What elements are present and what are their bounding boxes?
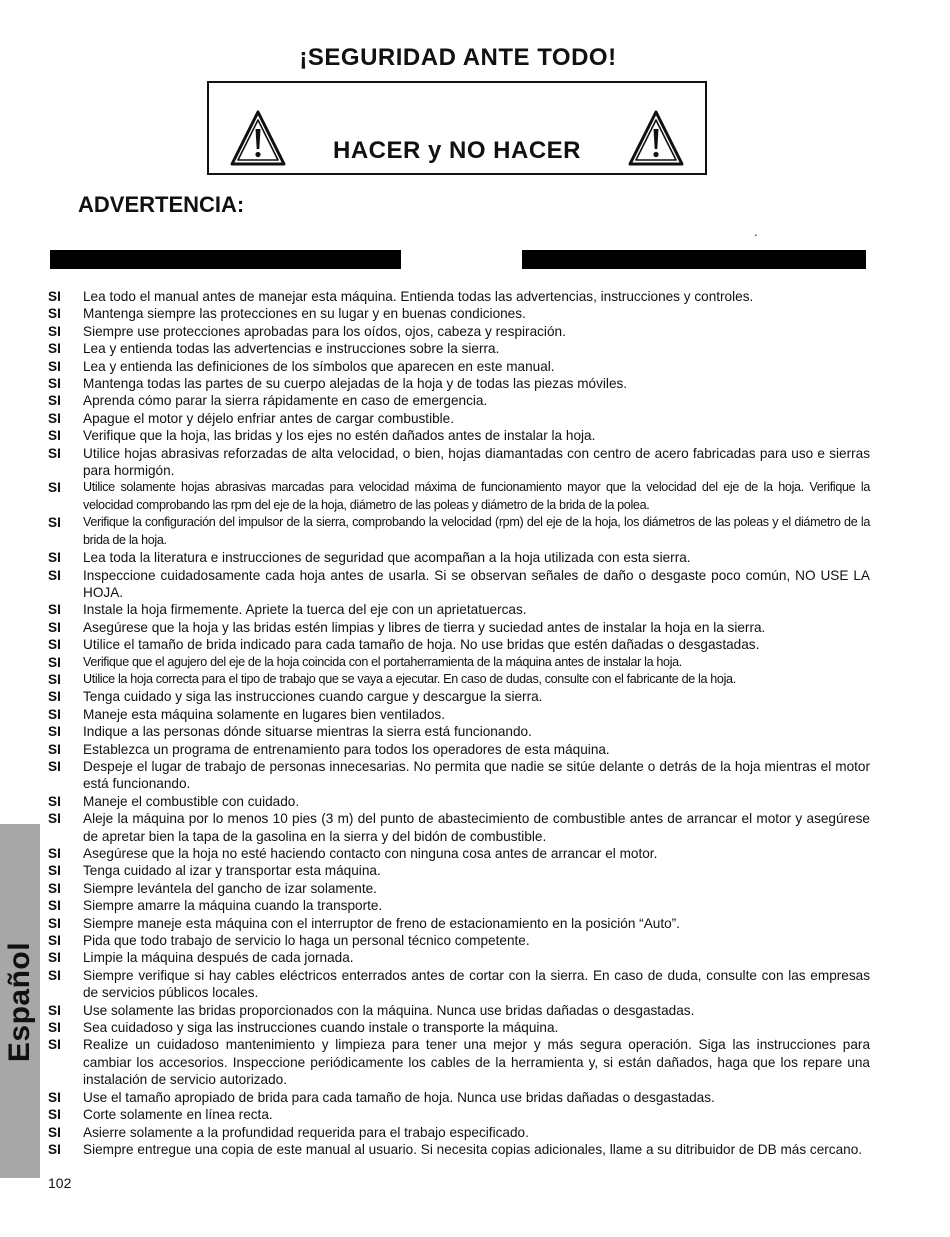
redaction-bar-right [522,250,866,269]
list-item-text: Use solamente las bridas proporcionados con la máquina. Nunca use bridas dañadas o desgastadas. [83,1002,695,1018]
list-item [48,741,870,758]
list-item [48,654,870,671]
list-item-marker: SI [48,602,61,618]
list-item-text: Lea todo el manual antes de manejar esta máquina. Entienda todas las advertencias, instrucciones y controles. [83,289,754,304]
list-item-text: Inspeccione cuidadosamente cada hoja antes de usarla. Si se observan señales de daño o desgaste poco común, NO USE LA HOJA. [83,567,870,600]
list-item-marker: SI [48,358,61,374]
list-item-marker: SI [48,1124,61,1140]
list-item [48,567,870,602]
list-item [48,375,870,392]
list-item-marker: SI [48,811,61,827]
list-item [48,810,870,845]
list-item-text: Verifique que el agujero del eje de la hoja coincida con el portaherramienta de la máquina antes de instalar la hoja. [83,654,682,669]
list-item-text: Corte solamente en línea recta. [83,1107,273,1123]
list-item-text: Lea y entienda todas las advertencias e instrucciones sobre la sierra. [83,341,500,357]
list-item [48,392,870,409]
list-item [48,1106,870,1123]
list-item-marker: SI [48,1089,61,1105]
redaction-bar-left [50,250,401,269]
list-item [48,601,870,618]
list-item-text: Siempre amarre la máquina cuando la transporte. [83,898,383,914]
list-item-text: Limpie la máquina después de cada jornada. [83,950,354,966]
list-item [48,1089,870,1106]
list-item-text: Sea cuidadoso y siga las instrucciones cuando instale o transporte la máquina. [83,1020,559,1036]
list-item-text: Asierre solamente a la profundidad requerida para el trabajo especificado. [83,1124,529,1140]
list-item-marker: SI [48,550,61,566]
list-item-text: Tenga cuidado y siga las instrucciones cuando cargue y descargue la sierra. [83,689,543,705]
list-item [48,845,870,862]
list-item [48,340,870,357]
warning-heading: ADVERTENCIA: [78,192,245,217]
list-item [48,897,870,914]
list-item-marker: SI [48,933,61,949]
list-item-marker: SI [48,480,61,496]
safety-list [48,288,870,1158]
list-item [48,758,870,793]
list-item [48,723,870,740]
list-item-marker: SI [48,376,61,392]
language-tab-label: Español [3,941,36,1063]
warning-triangle-icon [627,109,685,167]
list-item-marker: SI [48,741,61,757]
list-item-marker: SI [48,671,61,687]
list-item-text: Siempre maneje esta máquina con el interruptor de freno de estacionamiento en la posición “Auto”. [83,915,680,931]
list-item-marker: SI [48,1037,61,1053]
list-item-marker: SI [48,1002,61,1018]
list-item-text: Verifique la configuración del impulsor de la sierra, comprobando la velocidad (rpm) del eje de la hoja, los diámetros de las poleas y el diámetro de la brida de la hoja. [83,515,870,547]
list-item-text: Maneje el combustible con cuidado. [83,793,300,809]
list-item [48,706,870,723]
list-item [48,479,870,514]
list-item-marker: SI [48,393,61,409]
list-item-marker: SI [48,689,61,705]
list-item [48,880,870,897]
list-item-marker: SI [48,898,61,914]
list-item [48,549,870,566]
list-item [48,1002,870,1019]
list-item-marker: SI [48,950,61,966]
list-item-marker: SI [48,724,61,740]
list-item-marker: SI [48,289,61,304]
list-item-marker: SI [48,306,61,322]
list-item [48,427,870,444]
language-tab [0,824,40,1178]
page-number: 102 [48,1175,72,1191]
list-item-marker: SI [48,637,61,653]
list-item [48,514,870,549]
list-item-text: Siempre verifique si hay cables eléctricos enterrados antes de cortar con la sierra. En caso de duda, consulte con las empresas de servicios públicos locales. [83,967,870,1001]
list-item-text: Verifique que la hoja, las bridas y los ejes no estén dañados antes de instalar la hoja. [83,428,596,444]
list-item-text: Lea toda la literatura e instrucciones de seguridad que acompañan a la hoja utilizada con esta sierra. [83,550,691,566]
list-item-text: Utilice solamente hojas abrasivas marcadas para velocidad máxima de funcionamiento mayor que la velocidad del eje de la hoja. Verifique la velocidad comprobando las rpm del eje de la hoja, diámetro de las poleas y diámetro de la brida de la polea. [83,480,870,512]
list-item-marker: SI [48,967,61,983]
list-item-marker: SI [48,915,61,931]
list-item-text: Utilice hojas abrasivas reforzadas de alta velocidad, o bien, hojas diamantadas con centro de acero fabricadas para uso e sierras para hormigón. [83,445,870,479]
list-item-marker: SI [48,880,61,896]
list-item [48,410,870,427]
list-item [48,932,870,949]
list-item [48,967,870,1002]
list-item-marker: SI [48,567,61,583]
list-item-text: Apague el motor y déjelo enfriar antes de cargar combustible. [83,410,455,426]
list-item-text: Utilice la hoja correcta para el tipo de trabajo que se vaya a ejecutar. En caso de dudas, consulte con el fabricante de la hoja. [83,671,736,686]
list-item [48,445,870,480]
list-item-marker: SI [48,515,61,531]
list-item-text: Aleje la máquina por lo menos 10 pies (3 m) del punto de abastecimiento de combustible antes de arrancar el motor y asegúrese de apretar bien la tapa de la gasolina en la sierra y del bidón de combustible. [83,811,870,844]
list-item-marker: SI [48,323,61,339]
list-item-marker: SI [48,1107,61,1123]
list-item [48,915,870,932]
list-item-marker: SI [48,758,61,774]
list-item-text: Pida que todo trabajo de servicio lo haga un personal técnico competente. [83,933,530,949]
list-item-marker: SI [48,863,61,879]
list-item-text: Indique a las personas dónde situarse mientras la sierra está funcionando. [83,724,532,740]
list-item [48,1019,870,1036]
list-item [48,305,870,322]
list-item-text: Mantenga siempre las protecciones en su lugar y en buenas condiciones. [83,306,526,322]
list-item-marker: SI [48,1141,61,1157]
list-item-text: Use el tamaño apropiado de brida para cada tamaño de hoja. Nunca use bridas dañadas o desgastadas. [83,1089,715,1105]
list-item-marker: SI [48,341,61,357]
list-item [48,1141,870,1158]
trailing-mark: . [754,224,758,239]
list-item-marker: SI [48,428,61,444]
list-item-text: Tenga cuidado al izar y transportar esta máquina. [83,863,381,879]
list-item-marker: SI [48,445,61,461]
list-item [48,288,870,305]
list-item-text: Realize un cuidadoso mantenimiento y limpieza para tener una mejor y más segura operación. Siga las instrucciones para cambiar los accesorios. Inspeccione periódicamente los cables de la herramienta y, si están dañados, haga que los repare una instalación de servicio autorizado. [83,1037,870,1088]
list-item-text: Mantenga todas las partes de su cuerpo alejadas de la hoja y de todas las piezas móviles. [83,376,628,392]
list-item-marker: SI [48,706,61,722]
dos-and-donts-title: HACER y NO HACER [332,137,582,164]
list-item-text: Siempre levántela del gancho de izar solamente. [83,880,377,896]
list-item-marker: SI [48,654,61,670]
list-item-text: Siempre use protecciones aprobadas para los oídos, ojos, cabeza y respiración. [83,323,566,339]
list-item [48,636,870,653]
list-item-text: Maneje esta máquina solamente en lugares bien ventilados. [83,706,445,722]
list-item [48,671,870,688]
list-item-marker: SI [48,410,61,426]
list-item-text: Instale la hoja firmemente. Apriete la tuerca del eje con un aprietatuercas. [83,602,527,618]
list-item-text: Aprenda cómo parar la sierra rápidamente en caso de emergencia. [83,393,488,409]
dos-and-donts-box [207,81,707,175]
list-item [48,323,870,340]
list-item-text: Asegúrese que la hoja y las bridas estén limpias y libres de tierra y suciedad antes de instalar la hoja en la sierra. [83,619,766,635]
page-title: ¡SEGURIDAD ANTE TODO! [299,44,617,71]
list-item-text: Lea y entienda las definiciones de los símbolos que aparecen en este manual. [83,358,555,374]
list-item-text: Despeje el lugar de trabajo de personas innecesarias. No permita que nadie se sitúe delante o detrás de la hoja mientras el motor está funcionando. [83,758,870,792]
list-item [48,862,870,879]
list-item [48,949,870,966]
list-item [48,1036,870,1088]
list-item [48,1124,870,1141]
list-item-text: Establezca un programa de entrenamiento para todos los operadores de esta máquina. [83,741,610,757]
list-item-text: Utilice el tamaño de brida indicado para cada tamaño de hoja. No use bridas que estén dañadas o desgastadas. [83,637,760,653]
list-item [48,619,870,636]
list-item-marker: SI [48,846,61,861]
list-item-marker: SI [48,1020,61,1036]
list-item [48,793,870,810]
list-item [48,688,870,705]
list-item-text: Asegúrese que la hoja no esté haciendo contacto con ninguna cosa antes de arrancar el motor. [83,846,658,861]
list-item [48,358,870,375]
list-item-marker: SI [48,619,61,635]
list-item-marker: SI [48,793,61,809]
list-item-text: Siempre entregue una copia de este manual al usuario. Si necesita copias adicionales, llame a su ditribuidor de DB más cercano. [83,1141,863,1157]
